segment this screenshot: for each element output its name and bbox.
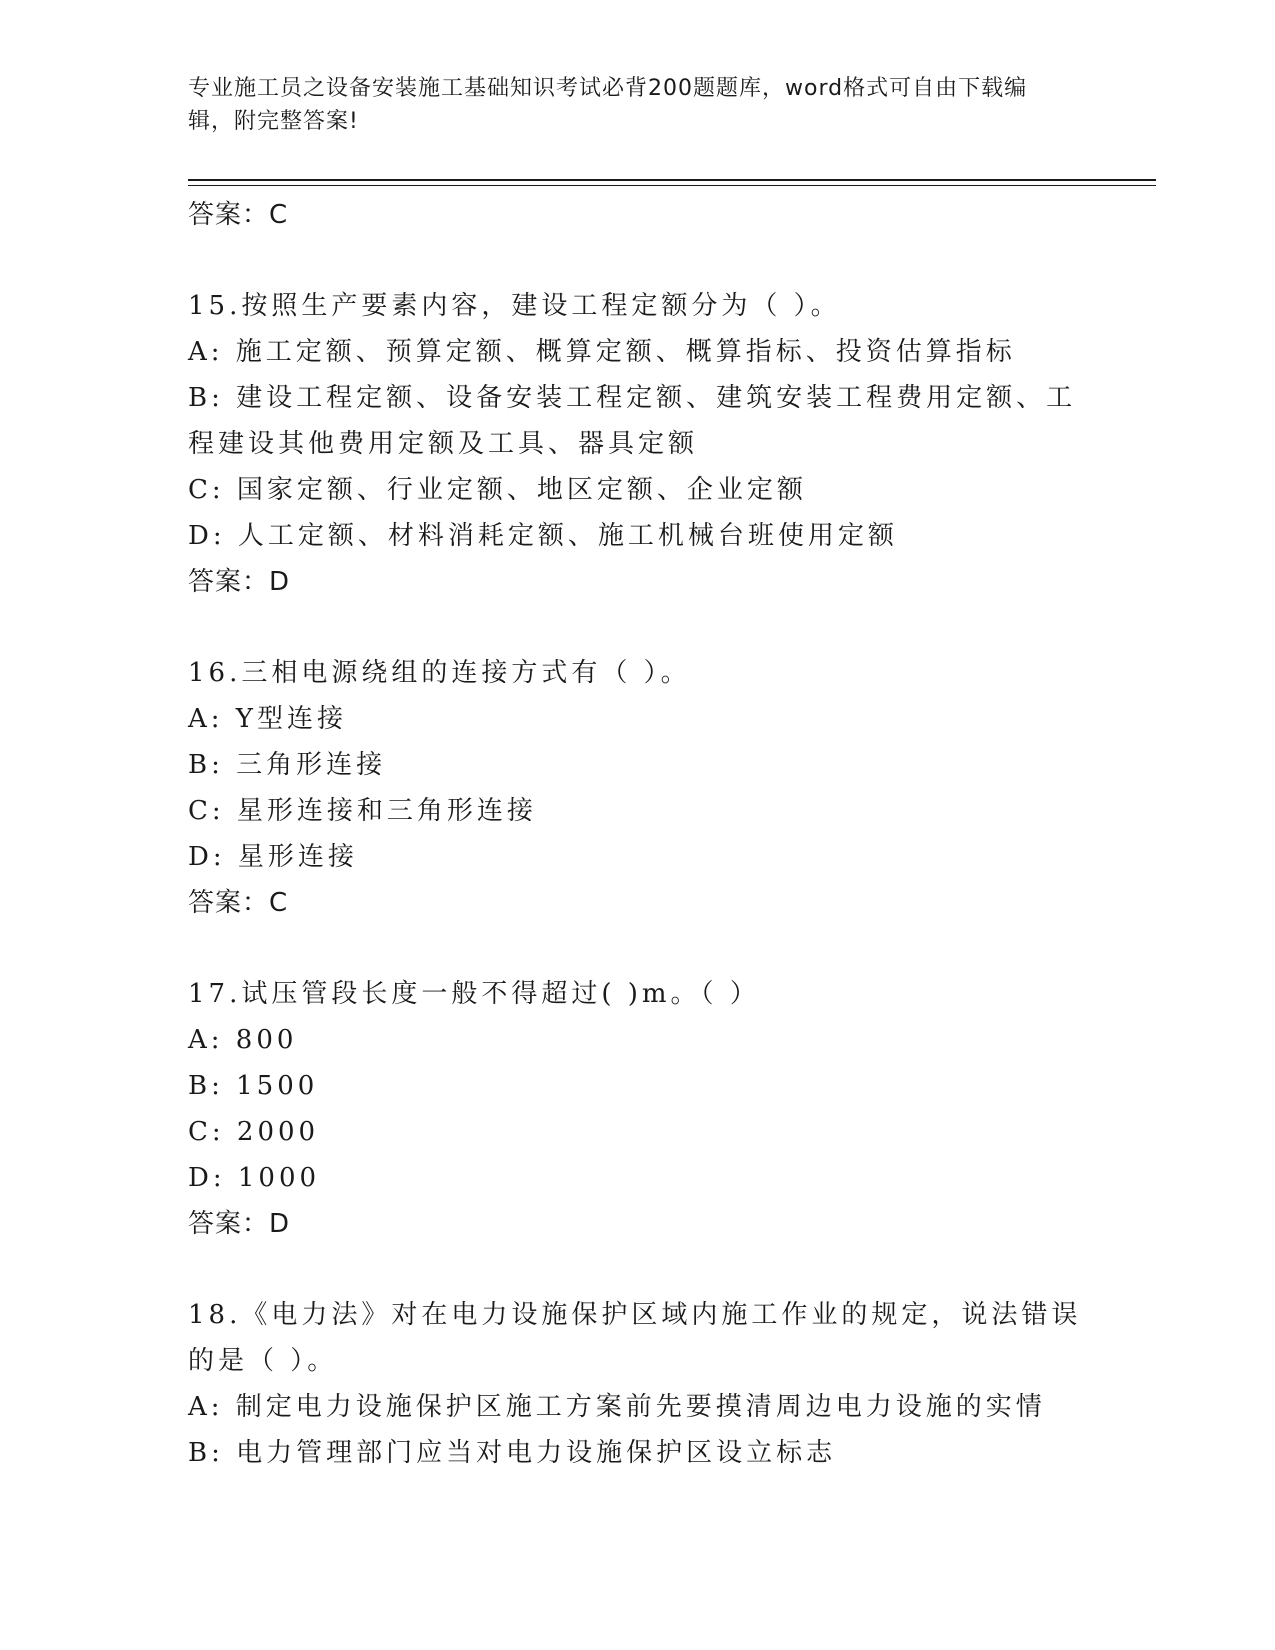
question-block [188,1292,1088,1476]
question-block [188,971,1088,1247]
header-rule-thin [188,185,1156,186]
option-a: A: 施工定额、预算定额、概算定额、概算指标、投资估算指标 [188,337,1016,367]
option-b: B: 电力管理部门应当对电力设施保护区设立标志 [188,1438,837,1468]
spacer [188,926,1088,971]
option-d: D: 人工定额、材料消耗定额、施工机械台班使用定额 [188,521,898,551]
spacer [188,238,1088,283]
option-b: B: 1500 [188,1071,319,1101]
question-stem: 18.《电力法》对在电力设施保护区域内施工作业的规定，说法错误的是（ ）。 [188,1300,1082,1376]
option-a: A: 800 [188,1025,298,1055]
document-body [188,192,1088,1476]
option-b: B: 三角形连接 [188,750,387,780]
option-d: D: 1000 [188,1163,321,1193]
header-title: 专业施工员之设备安装施工基础知识考试必背200题题库，word格式可自由下载编辑，附完整答案! [188,76,1028,134]
answer-label: 答案：C [188,200,289,230]
document-header [188,72,1068,138]
question-stem: 16.三相电源绕组的连接方式有（ ）。 [188,658,691,688]
question-stem: 17.试压管段长度一般不得超过( )m。（ ） [188,979,760,1009]
spacer [188,1247,1088,1292]
spacer [188,605,1088,650]
question-stem: 15.按照生产要素内容，建设工程定额分为（ ）。 [188,291,841,321]
option-b: B: 建设工程定额、设备安装工程定额、建筑安装工程费用定额、工程建设其他费用定额及工具、器具定额 [188,383,1077,459]
option-c: C: 2000 [188,1117,320,1147]
option-d: D: 星形连接 [188,842,358,872]
question-block [188,283,1088,605]
header-rule-thick [188,179,1156,181]
option-c: C: 星形连接和三角形连接 [188,796,537,826]
answer-label: 答案：D [188,1209,291,1239]
option-c: C: 国家定额、行业定额、地区定额、企业定额 [188,475,807,505]
option-a: A: 制定电力设施保护区施工方案前先要摸清周边电力设施的实情 [188,1392,1046,1422]
option-a: A: Y型连接 [188,704,347,734]
answer-label: 答案：C [188,888,289,918]
answer-label: 答案：D [188,567,291,597]
question-block [188,650,1088,926]
